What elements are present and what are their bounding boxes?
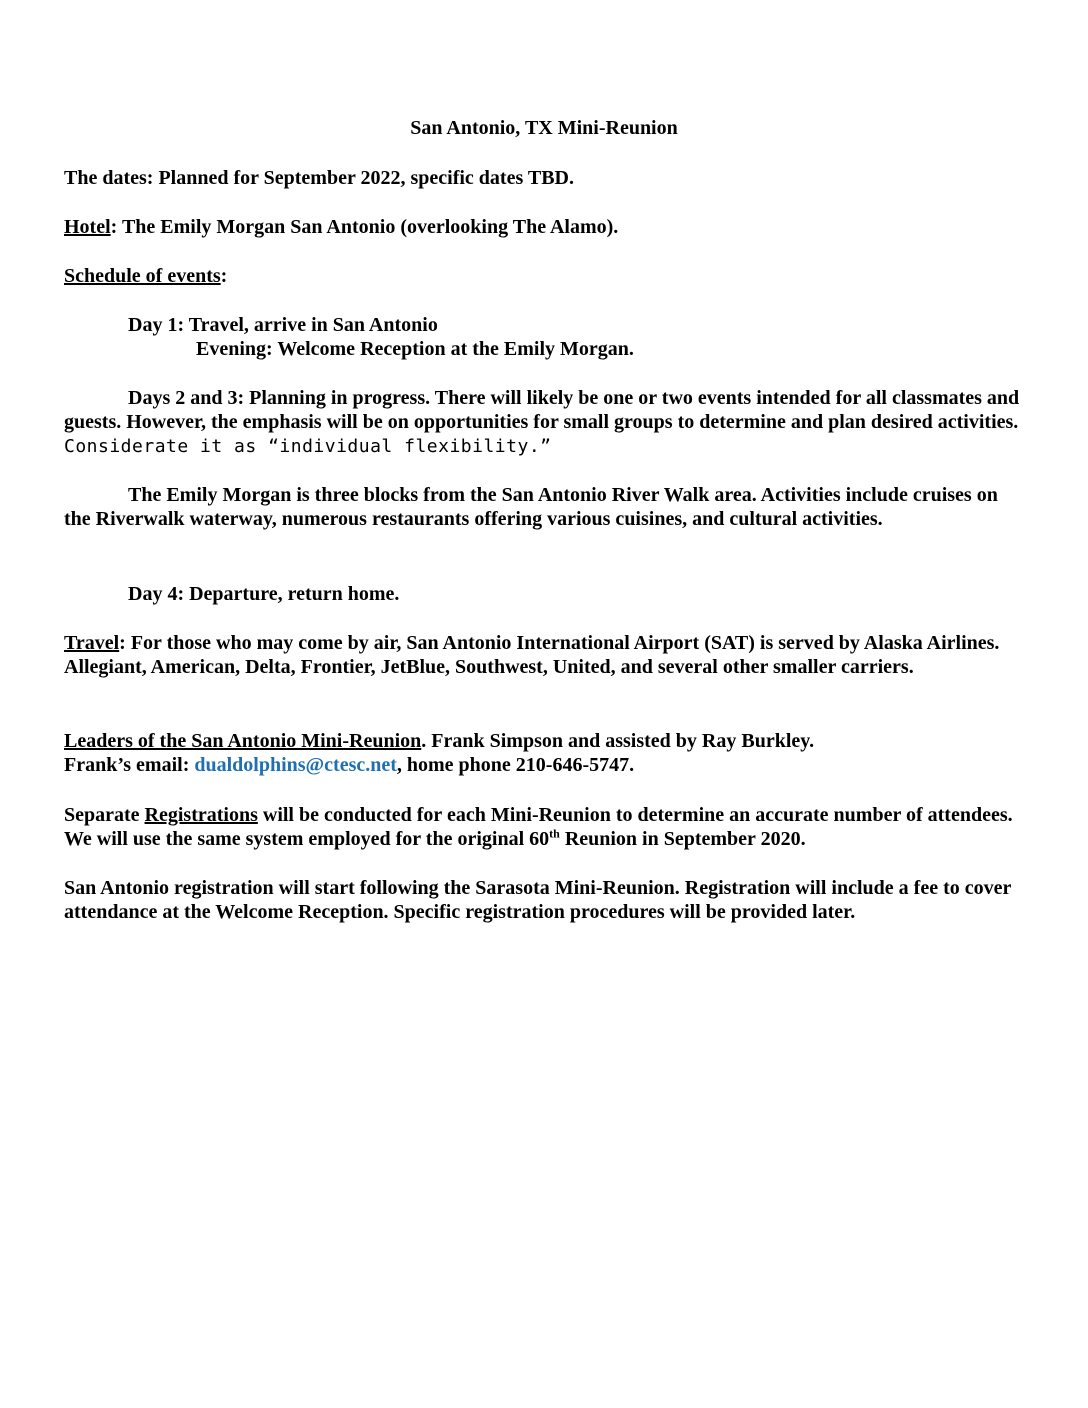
schedule-day1-evening: Evening: Welcome Reception at the Emily Morgan.	[196, 338, 634, 360]
travel-text: : For those who may come by air, San Antonio International Airport (SAT) is served by Alaska Airlines. Allegiant, American, Delta, Frontier, JetBlue, Southwest, United, and several other smaller carriers.	[64, 632, 1000, 678]
registrations-label: Registrations	[144, 804, 258, 826]
registrations-text-b: Reunion in September 2020.	[559, 828, 806, 850]
registration-start-paragraph: San Antonio registration will start following the Sarasota Mini-Reunion. Registration will include a fee to cover attendance at the Welcome Reception. Specific registration procedures will be provided later.	[64, 877, 1012, 923]
document-title: San Antonio, TX Mini-Reunion	[410, 117, 678, 139]
leaders-text: . Frank Simpson and assisted by Ray Burkley.	[421, 730, 815, 752]
hotel-text: : The Emily Morgan San Antonio (overlooking The Alamo).	[110, 216, 619, 238]
email-prefix: Frank’s email:	[64, 754, 195, 776]
ordinal-superscript: th	[549, 826, 560, 841]
leaders-line	[64, 729, 1024, 753]
registrations-paragraph	[64, 803, 1024, 851]
email-link[interactable]: dualdolphins@ctesc.net	[194, 754, 397, 776]
hotel-label: Hotel	[64, 216, 111, 238]
travel-label: Travel	[64, 632, 120, 654]
schedule-label: Schedule of events	[64, 265, 221, 287]
registrations-text-a: will be conducted for each Mini-Reunion to determine an accurate number of attendees. We will use the same system employed for the original 60	[64, 804, 1013, 850]
travel-paragraph	[64, 631, 1024, 679]
leaders-label: Leaders of the San Antonio Mini-Reunion	[64, 730, 422, 752]
riverwalk-paragraph: The Emily Morgan is three blocks from the San Antonio River Walk area. Activities include cruises on the Riverwalk waterway, numerous restaurants offering various cuisines, and cultural activities.	[64, 484, 998, 530]
schedule-day4: Day 4: Departure, return home.	[128, 583, 400, 605]
schedule-heading	[64, 264, 1024, 288]
schedule-colon: :	[220, 265, 228, 287]
hotel-line	[64, 215, 1024, 239]
schedule-day1: Day 1: Travel, arrive in San Antonio	[128, 314, 438, 336]
schedule-days-2-3	[64, 386, 1024, 459]
dates-line: The dates: Planned for September 2022, specific dates TBD.	[64, 167, 574, 189]
contact-line	[64, 753, 1024, 777]
days23-flexibility: Considerate it as “individual flexibility.”	[64, 436, 552, 457]
days23-text: Days 2 and 3: Planning in progress. There will likely be one or two events intended for all classmates and guests. However, the emphasis will be on opportunities for small groups to determine and plan desired activities.	[64, 387, 1020, 433]
phone-text: , home phone 210-646-5747.	[396, 754, 635, 776]
registrations-prefix: Separate	[64, 804, 145, 826]
